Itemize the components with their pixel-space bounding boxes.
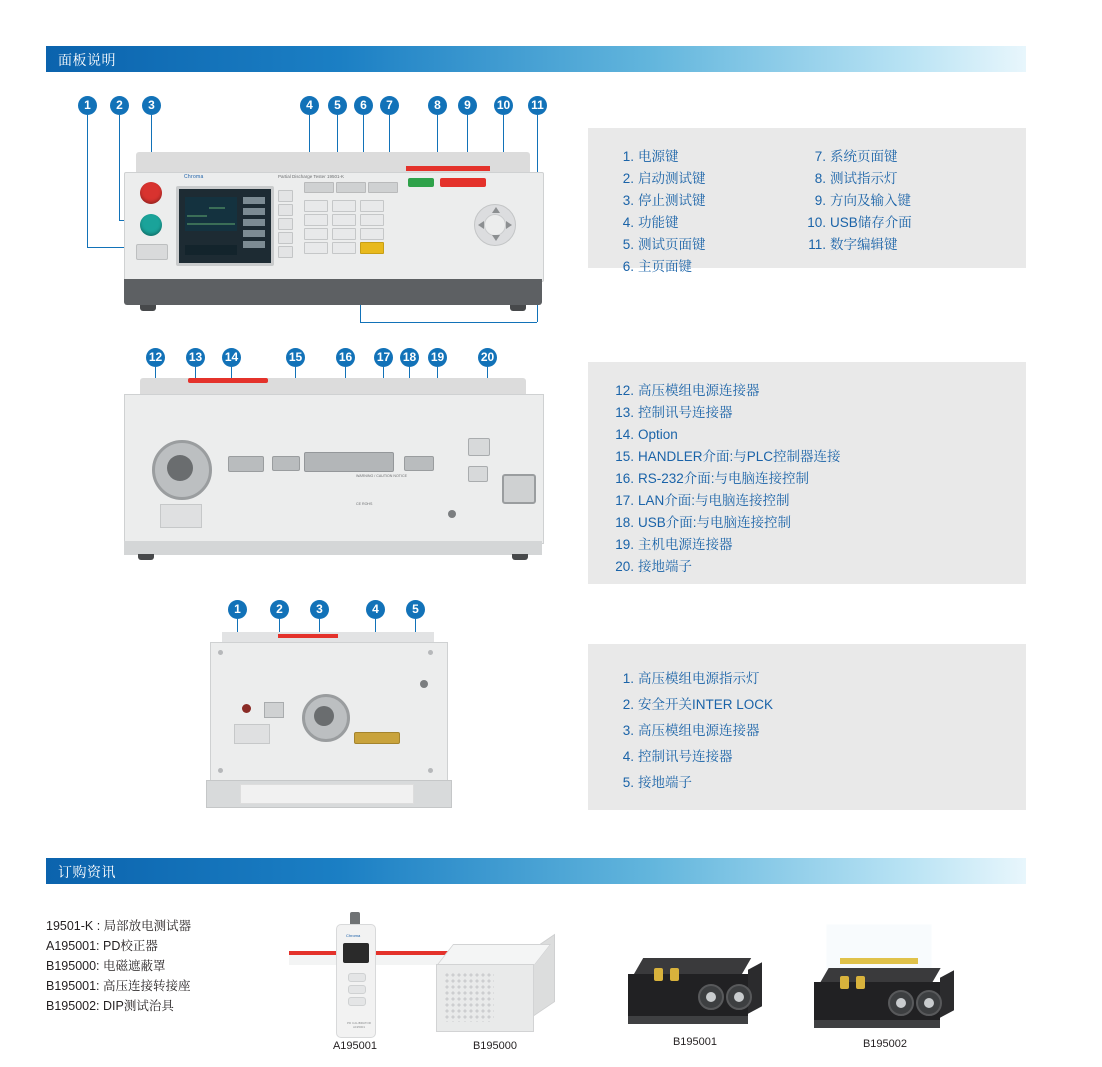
callout-front-4: 4 bbox=[300, 96, 319, 115]
callout-rear-17: 17 bbox=[374, 348, 393, 367]
list-item: 4. 功能键 bbox=[622, 215, 679, 230]
callout-module-2: 2 bbox=[270, 600, 289, 619]
order-section-title: 订购资讯 bbox=[58, 864, 116, 880]
control-signal-connector[interactable] bbox=[228, 456, 264, 472]
regulatory-text: WARNING / CAUTION NOTICE bbox=[356, 474, 407, 478]
numeric-key-2[interactable] bbox=[332, 200, 356, 212]
module-red-stripe bbox=[278, 634, 338, 638]
rear-panel-illustration bbox=[118, 378, 548, 568]
list-item: 1. 高压模组电源指示灯 bbox=[622, 671, 760, 686]
screw-icon bbox=[218, 650, 223, 655]
foot-right bbox=[510, 305, 526, 311]
front-panel-illustration bbox=[118, 152, 548, 320]
ground-terminal[interactable] bbox=[448, 510, 456, 518]
hv-power-indicator-lamp bbox=[242, 704, 251, 713]
list-item: 2. 启动测试键 bbox=[622, 171, 706, 186]
module-control-signal-connector[interactable] bbox=[354, 732, 400, 744]
front-legend-col-right bbox=[804, 146, 1004, 256]
module-panel-legend bbox=[588, 644, 1026, 810]
product-caption: B195000 bbox=[472, 1040, 518, 1052]
bnc-connector-1[interactable] bbox=[698, 984, 724, 1010]
numeric-key-7[interactable] bbox=[304, 228, 328, 240]
power-switch[interactable] bbox=[136, 244, 168, 260]
numeric-key-6[interactable] bbox=[360, 214, 384, 226]
module-ground-terminal[interactable] bbox=[420, 680, 428, 688]
hv-terminal-1[interactable] bbox=[840, 976, 849, 989]
rear-panel-legend bbox=[588, 362, 1026, 584]
numeric-key-enter[interactable] bbox=[360, 242, 384, 254]
callout-front-5: 5 bbox=[328, 96, 347, 115]
function-key-4[interactable] bbox=[278, 232, 293, 244]
screw-icon bbox=[218, 768, 223, 773]
list-item: 18. USB介面:与电脑连接控制 bbox=[615, 515, 792, 530]
list-item: 6. 主页面键 bbox=[622, 259, 692, 274]
module-warning-label bbox=[240, 784, 414, 804]
numeric-key-dot[interactable] bbox=[332, 242, 356, 254]
ordering-list bbox=[46, 916, 306, 1016]
callout-rear-15: 15 bbox=[286, 348, 305, 367]
panel-section-header bbox=[46, 46, 1026, 72]
rear-foot-right bbox=[512, 554, 528, 560]
bnc-connector-2[interactable] bbox=[726, 984, 752, 1010]
rear-base bbox=[124, 541, 542, 555]
panel-section-title: 面板说明 bbox=[58, 52, 116, 68]
order-item: 19501-K : 局部放电测试器 bbox=[46, 919, 192, 933]
order-item: B195001: 高压连接转接座 bbox=[46, 979, 191, 993]
list-item: 19. 主机电源连接器 bbox=[615, 537, 733, 552]
model-text: Partial Discharge Tester 19501-K bbox=[278, 174, 344, 179]
screw-icon bbox=[428, 650, 433, 655]
function-key-5[interactable] bbox=[278, 246, 293, 258]
serial-label-plate bbox=[160, 504, 202, 528]
list-item: 10. USB储存介面 bbox=[807, 215, 912, 230]
front-panel-legend bbox=[588, 128, 1026, 274]
product-caption: B195002 bbox=[862, 1038, 908, 1050]
product-b195001 bbox=[620, 952, 770, 1060]
function-key-3[interactable] bbox=[278, 218, 293, 230]
start-test-button[interactable] bbox=[140, 214, 162, 236]
list-item: 17. LAN介面:与电脑连接控制 bbox=[615, 493, 790, 508]
list-item: 11. 数字编辑键 bbox=[808, 237, 898, 252]
callout-rear-19: 19 bbox=[428, 348, 447, 367]
foot-left bbox=[140, 305, 156, 311]
numeric-key-4[interactable] bbox=[304, 214, 328, 226]
screw-icon bbox=[428, 768, 433, 773]
callout-module-4: 4 bbox=[366, 600, 385, 619]
test-page-key[interactable] bbox=[304, 182, 334, 193]
module-label-plate bbox=[234, 724, 270, 744]
interlock-switch[interactable] bbox=[264, 702, 284, 718]
numeric-key-0[interactable] bbox=[304, 242, 328, 254]
numeric-key-1[interactable] bbox=[304, 200, 328, 212]
callout-module-3: 3 bbox=[310, 600, 329, 619]
dip-socket-bar[interactable] bbox=[840, 958, 918, 964]
leader-front-11b bbox=[360, 322, 537, 323]
hv-module-power-connector[interactable] bbox=[152, 440, 212, 500]
main-power-connector[interactable] bbox=[502, 474, 536, 504]
product-caption: B195001 bbox=[672, 1036, 718, 1048]
bnc-connector-2[interactable] bbox=[916, 990, 942, 1016]
handheld-button-1[interactable] bbox=[348, 973, 366, 982]
handheld-body bbox=[336, 924, 376, 1038]
chevron-left-icon bbox=[478, 221, 484, 229]
numeric-key-3[interactable] bbox=[360, 200, 384, 212]
lan-interface-connector[interactable] bbox=[468, 438, 490, 456]
callout-module-5: 5 bbox=[406, 600, 425, 619]
list-item: 8. 测试指示灯 bbox=[814, 171, 898, 186]
list-item: 12. 高压模组电源连接器 bbox=[615, 383, 760, 398]
brand-logo-small: Chroma bbox=[346, 933, 361, 938]
hv-module-illustration bbox=[196, 620, 466, 810]
list-item: 20. 接地端子 bbox=[615, 559, 692, 574]
callout-rear-18: 18 bbox=[400, 348, 419, 367]
callout-module-1: 1 bbox=[228, 600, 247, 619]
handheld-model-text: PD CALIBRATOR A195001 bbox=[347, 1021, 371, 1029]
callout-rear-16: 16 bbox=[336, 348, 355, 367]
handler-interface-connector[interactable] bbox=[304, 452, 394, 472]
callout-front-8: 8 bbox=[428, 96, 447, 115]
product-a195001 bbox=[310, 912, 400, 1062]
system-page-key[interactable] bbox=[368, 182, 398, 193]
callout-front-6: 6 bbox=[354, 96, 373, 115]
function-key-2[interactable] bbox=[278, 204, 293, 216]
rs232-interface-connector[interactable] bbox=[404, 456, 434, 471]
stop-test-button[interactable] bbox=[140, 182, 162, 204]
direction-input-keypad[interactable] bbox=[466, 196, 522, 252]
callout-rear-12: 12 bbox=[146, 348, 165, 367]
front-base bbox=[124, 279, 542, 305]
handheld-button-2[interactable] bbox=[348, 985, 366, 994]
acrylic-cover[interactable] bbox=[826, 924, 932, 972]
callout-front-9: 9 bbox=[458, 96, 477, 115]
list-item: 16. RS-232介面:与电脑连接控制 bbox=[615, 471, 810, 486]
module-legend-list bbox=[612, 666, 992, 796]
option-connector[interactable] bbox=[272, 456, 300, 471]
callout-front-10: 10 bbox=[494, 96, 513, 115]
list-item: 5. 接地端子 bbox=[622, 775, 692, 790]
list-item: 3. 高压模组电源连接器 bbox=[622, 723, 760, 738]
order-section-header bbox=[46, 858, 1026, 884]
callout-front-11: 11 bbox=[528, 96, 547, 115]
nav-enter-key[interactable] bbox=[484, 214, 506, 236]
home-page-key[interactable] bbox=[336, 182, 366, 193]
list-item: 2. 安全开关INTER LOCK bbox=[622, 697, 774, 712]
certification-marks: CE ROHS bbox=[356, 502, 373, 506]
numeric-key-9[interactable] bbox=[360, 228, 384, 240]
chevron-right-icon bbox=[506, 221, 512, 229]
hv-terminal-2[interactable] bbox=[856, 976, 865, 989]
list-item: 1. 电源键 bbox=[622, 149, 679, 164]
callout-front-1: 1 bbox=[78, 96, 97, 115]
handheld-display bbox=[343, 943, 369, 963]
brand-logo: Chroma bbox=[184, 174, 204, 180]
module-hv-power-connector[interactable] bbox=[302, 694, 350, 742]
fail-indicator-lamp bbox=[440, 178, 486, 187]
numeric-key-5[interactable] bbox=[332, 214, 356, 226]
handheld-button-3[interactable] bbox=[348, 997, 366, 1006]
usb-interface-connector[interactable] bbox=[468, 466, 488, 482]
list-item: 9. 方向及输入键 bbox=[814, 193, 911, 208]
order-item: B195000: 电磁遮蔽罩 bbox=[46, 959, 166, 973]
list-item: 4. 控制讯号连接器 bbox=[622, 749, 733, 764]
order-item: B195002: DIP测试治具 bbox=[46, 999, 174, 1013]
front-legend-col-left bbox=[612, 146, 792, 278]
product-caption: A195001 bbox=[332, 1040, 378, 1052]
product-b195000 bbox=[430, 930, 560, 1060]
callout-rear-14: 14 bbox=[222, 348, 241, 367]
chevron-down-icon bbox=[492, 235, 500, 241]
function-key-1[interactable] bbox=[278, 190, 293, 202]
list-item: 13. 控制讯号连接器 bbox=[615, 405, 733, 420]
callout-rear-13: 13 bbox=[186, 348, 205, 367]
numeric-key-8[interactable] bbox=[332, 228, 356, 240]
shieldbox-vent-pattern bbox=[444, 972, 494, 1022]
callout-front-7: 7 bbox=[380, 96, 399, 115]
callout-rear-20: 20 bbox=[478, 348, 497, 367]
list-item: 3. 停止测试键 bbox=[622, 193, 706, 208]
pass-indicator-lamp bbox=[408, 178, 434, 187]
rear-red-stripe bbox=[188, 378, 268, 383]
hv-terminal-1[interactable] bbox=[654, 968, 663, 981]
callout-front-3: 3 bbox=[142, 96, 161, 115]
display-screen bbox=[176, 186, 274, 266]
list-item: 15. HANDLER介面:与PLC控制器连接 bbox=[615, 449, 841, 464]
chevron-up-icon bbox=[492, 207, 500, 213]
bnc-connector-1[interactable] bbox=[888, 990, 914, 1016]
list-item: 7. 系统页面键 bbox=[814, 149, 898, 164]
callout-front-2: 2 bbox=[110, 96, 129, 115]
list-item: 14. Option bbox=[615, 427, 678, 442]
rear-foot-left bbox=[138, 554, 154, 560]
hv-terminal-2[interactable] bbox=[670, 968, 679, 981]
order-item: A195001: PD校正器 bbox=[46, 939, 158, 953]
top-red-stripe bbox=[406, 166, 490, 171]
rear-legend-list bbox=[612, 380, 1012, 578]
list-item: 5. 测试页面键 bbox=[622, 237, 706, 252]
product-b195002 bbox=[800, 920, 970, 1060]
leader-front-1 bbox=[87, 115, 88, 247]
shieldbox-top bbox=[436, 944, 551, 966]
